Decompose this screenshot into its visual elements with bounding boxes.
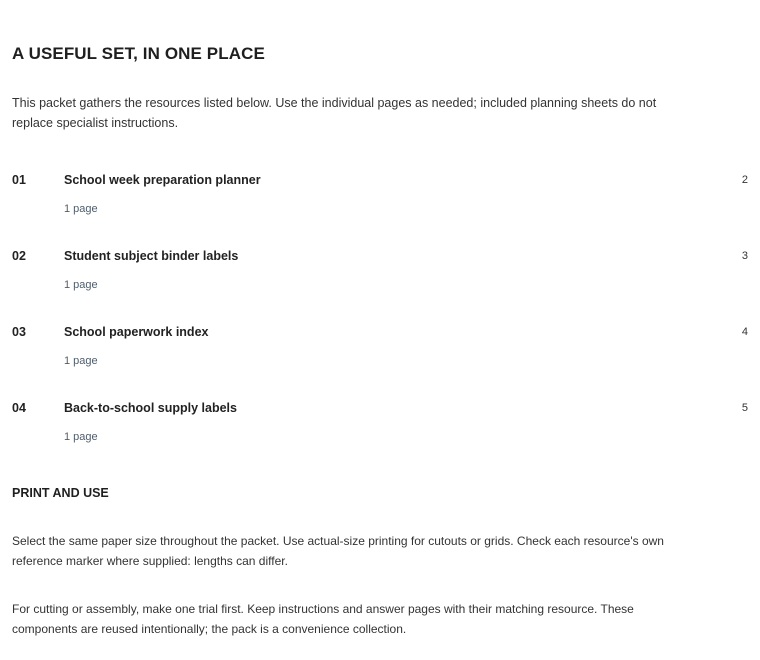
item-page-count: 1 page <box>64 431 98 443</box>
print-paragraph-2: For cutting or assembly, make one trial first. Keep instructions and answer pages with their matching resource. These components are reused intentionally; the pack is a convenience collection. <box>12 602 634 636</box>
item-number: 02 <box>12 249 26 263</box>
intro-paragraph: This packet gathers the resources listed below. Use the individual pages as needed; included planning sheets do not replace specialist instructions. <box>12 96 657 130</box>
item-page-number: 2 <box>741 174 748 186</box>
item-number: 01 <box>12 173 26 187</box>
item-title: School week preparation planner <box>64 173 261 187</box>
item-page-count: 1 page <box>64 355 98 367</box>
contents-list <box>12 169 748 473</box>
print-paragraph-1: Select the same paper size throughout the packet. Use actual-size printing for cutouts or grids. Check each resource's own reference marker where supplied: lengths can differ. <box>12 534 664 568</box>
item-number: 03 <box>12 325 26 339</box>
contents-item <box>12 169 748 245</box>
item-page-count: 1 page <box>64 279 98 291</box>
item-page-number: 5 <box>741 402 748 414</box>
item-page-number: 3 <box>741 250 748 262</box>
item-title: Back-to-school supply labels <box>64 401 237 415</box>
contents-item <box>12 321 748 397</box>
contents-item <box>12 397 748 473</box>
page-title: A USEFUL SET, IN ONE PLACE <box>12 44 265 63</box>
item-title: School paperwork index <box>64 325 209 339</box>
item-title: Student subject binder labels <box>64 249 239 263</box>
print-section-heading: PRINT AND USE <box>12 486 109 500</box>
contents-item <box>12 245 748 321</box>
item-page-number: 4 <box>741 326 748 338</box>
item-page-count: 1 page <box>64 203 98 215</box>
item-number: 04 <box>12 401 26 415</box>
